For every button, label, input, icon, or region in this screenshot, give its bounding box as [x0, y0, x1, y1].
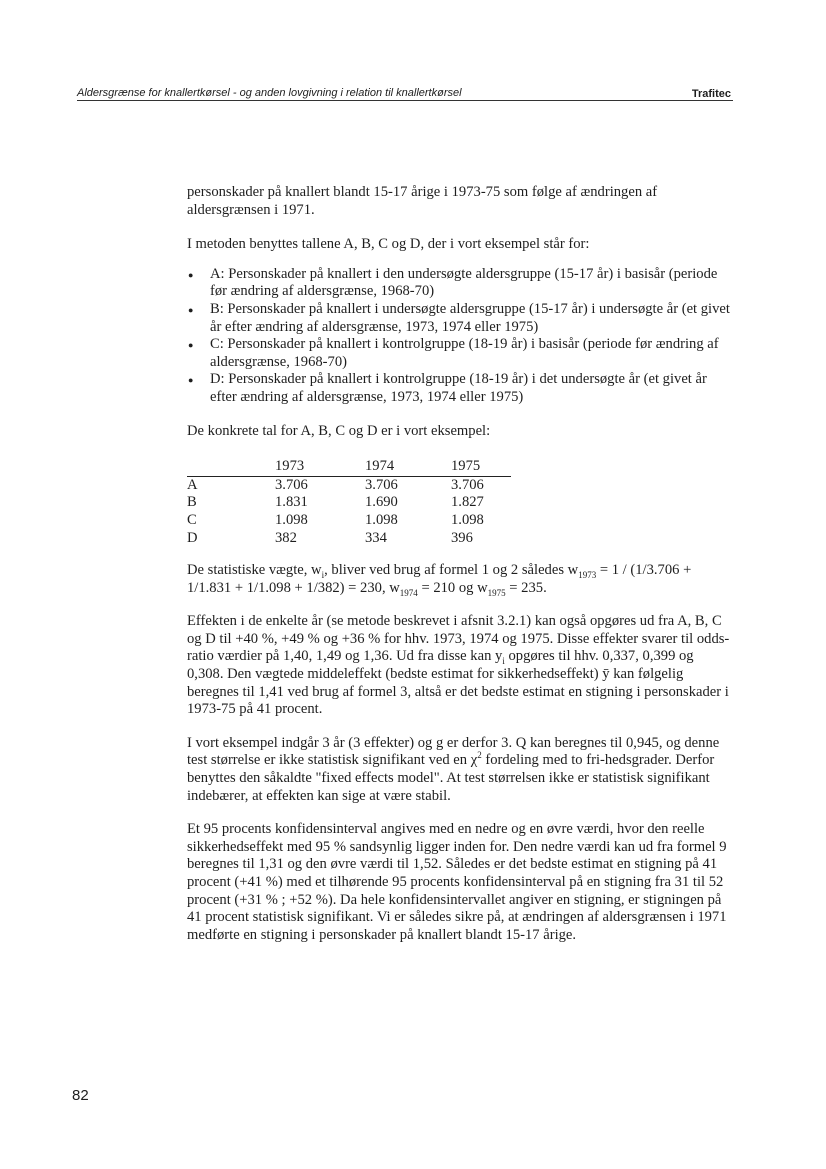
table-cell: 1.098	[275, 511, 308, 528]
text-run: I vort eksempel indgår 3 år (3 effekter) og g er derfor 3. Q kan beregnes til 0,945, og denne test størrelse er ikke statistisk signifikant ved en χ	[187, 734, 720, 769]
subscript: 1975	[487, 587, 506, 598]
list-item-text: A: Personskader på knallert i den undersøgte aldersgruppe (15-17 år) i basisår (periode før ændring af aldersgrænse, 1968-70)	[210, 265, 718, 300]
bullet-icon: ●	[188, 340, 194, 351]
paragraph-weights	[187, 562, 732, 597]
table-cell: A	[187, 476, 198, 493]
subscript: 1974	[399, 587, 418, 598]
superscript: 2	[477, 750, 482, 761]
table-row	[187, 476, 511, 494]
table-cell: 334	[365, 529, 387, 546]
paragraph-table-intro: De konkrete tal for A, B, C og D er i vort eksempel:	[187, 422, 491, 439]
table-cell: B	[187, 494, 197, 511]
table-row	[187, 530, 511, 548]
table-header-cell: 1975	[451, 458, 511, 476]
text-run: De statistiske vægte, w	[187, 562, 322, 579]
subscript: 1973	[578, 570, 597, 580]
table-header-cell	[187, 458, 275, 476]
table-cell: 1.098	[365, 511, 398, 528]
text-run: = 210 og w	[417, 579, 488, 596]
paragraph-effects	[187, 613, 732, 719]
list-item-text: D: Personskader på knallert i kontrolgruppe (18-19 år) i det undersøgte år (et givet år efter ændring af aldersgrænse, 1973, 1974 eller 1975)	[210, 371, 707, 405]
text-run: = 235.	[505, 579, 547, 596]
bullet-icon: ●	[188, 375, 194, 386]
data-table	[187, 458, 511, 547]
table-cell: 1.827	[451, 494, 484, 511]
list-item-text: B: Personskader på knallert i undersøgte aldersgruppe (15-17 år) i undersøgte år (et givet år efter ændring af aldersgrænse, 1973, 1974 eller 1975)	[210, 300, 730, 335]
page-number: 82	[72, 1087, 89, 1104]
bullet-icon: ●	[188, 304, 194, 315]
table-header-cell: 1974	[365, 458, 451, 476]
text-run: opgøres til hhv. 0,337, 0,399 og 0,308. Den vægtede middeleffekt (bedste estimat for sikkerhedseffekt) ȳ kan følgelig beregnes til 1,41 ved brug af formel 3, altså er det bedste estimat en stigning i personskader i 1973-75 på 41 procent.	[187, 648, 729, 718]
subscript: i	[321, 570, 325, 580]
running-header	[77, 84, 733, 101]
list-item-text: C: Personskader på knallert i kontrolgruppe (18-19 år) i basisår (periode før ændring af aldersgrænse, 1968-70)	[210, 336, 719, 370]
list-item	[187, 371, 732, 406]
header-brand: Trafitec	[691, 88, 731, 100]
paragraph-method: I metoden benyttes tallene A, B, C og D, der i vort eksempel står for:	[187, 236, 590, 253]
table-cell: 1.690	[365, 494, 398, 511]
text-run: = 1 / (1/3.706 + 1/1.831 + 1/1.098 + 1/382) = 230, w	[187, 562, 692, 596]
text-run: fordeling med to fri-hedsgrader. Derfor benyttes den såkaldte "fixed effects model". At test størrelsen ikke er statistisk signifikant indebærer, at effekten kan sige at være stabil.	[187, 752, 715, 804]
list-item	[187, 266, 732, 301]
paragraph-intro: personskader på knallert blandt 15-17 årige i 1973-75 som følge af ændringen af aldersgrænsen i 1971.	[187, 184, 658, 218]
table-cell: 3.706	[275, 476, 308, 493]
text-run: , bliver ved brug af formel 1 og 2 således w	[324, 562, 579, 579]
list-item	[187, 336, 732, 371]
table-row	[187, 494, 511, 512]
table-header-cell: 1973	[275, 458, 365, 476]
table-cell: 3.706	[365, 476, 398, 493]
table-cell: 3.706	[451, 476, 484, 493]
header-title: Aldersgrænse for knallertkørsel - og anden lovgivning i relation til knallertkørsel	[77, 87, 462, 99]
table-cell: 396	[451, 529, 473, 546]
bullet-icon: ●	[188, 269, 194, 280]
paragraph-confidence-interval: Et 95 procents konfidensinterval angives med en nedre og en øvre værdi, hvor den reelle sikkerhedseffekt med 95 % sandsynlig ligger inden for. Den nedre værdi kan ud fra formel 9 beregnes til 1,31 og den øvre værdi til 1,52. Således er det bedste estimat en stigning på 41 procent (+41 %) med et tilhørende 95 procents konfidensinterval på en stigning fra 31 til 52 procent (+31 % ; +52 %). Da hele konfidensintervallet angiver en stigning, er stigningen på 41 procent statistisk signifikant. Vi er således sikre på, at ændringen af aldersgrænsen i 1971 medførte en stigning i personskader på knallert blandt 15-17 årige.	[187, 821, 727, 943]
table-cell: 1.831	[275, 494, 308, 511]
table-cell: 1.098	[451, 511, 484, 528]
list-item	[187, 301, 732, 336]
table-cell: 382	[275, 529, 297, 546]
definition-list	[187, 266, 732, 407]
table-cell: C	[187, 511, 197, 528]
page-body	[187, 184, 732, 960]
paragraph-heterogeneity	[187, 735, 732, 805]
table-cell: D	[187, 529, 198, 546]
subscript: i	[502, 656, 505, 667]
table-row	[187, 512, 511, 530]
table-header-row	[187, 458, 511, 476]
text-run: Effekten i de enkelte år (se metode beskrevet i afsnit 3.2.1) kan også opgøres ud fra A, B, C og D til +40 %, +49 % og +36 % for hhv. 1973, 1974 og 1975. Disse effekter svarer til odds-ratio værdier på 1,40, 1,49 og 1,36. Ud fra disse kan y	[187, 613, 730, 665]
